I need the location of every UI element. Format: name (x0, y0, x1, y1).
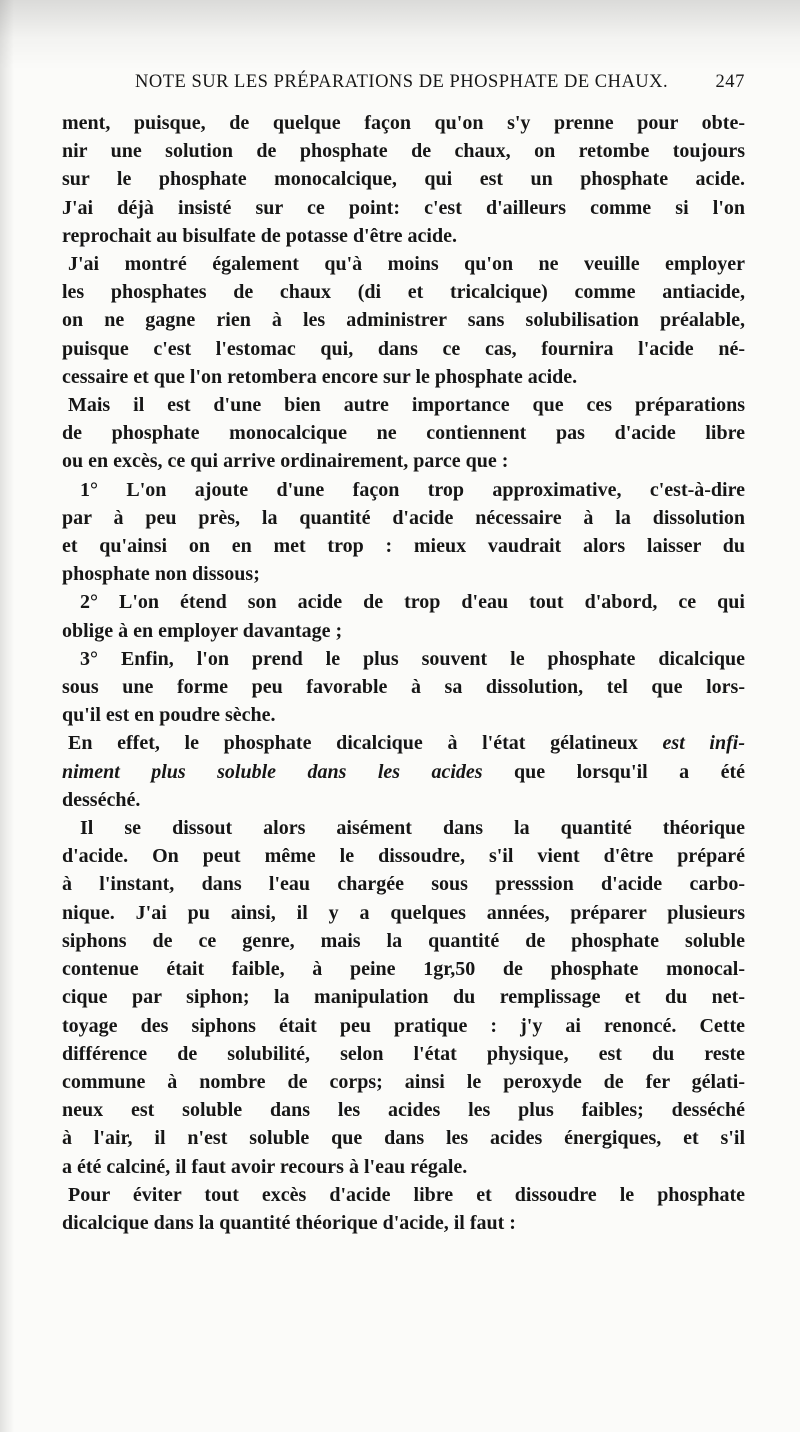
text-line: 2° L'on étend son acide de trop d'eau tout d'abord, ce qui (80, 591, 745, 614)
text-line: ou en excès, ce qui arrive ordinairement, parce que : (62, 450, 509, 473)
text-line: puisque c'est l'estomac qui, dans ce cas, fournira l'acide né- (62, 337, 745, 360)
text-line: de phosphate monocalcique ne contiennent pas d'acide libre (62, 422, 745, 445)
text-line: nir une solution de phosphate de chaux, on retombe toujours (62, 140, 745, 163)
text-line: dicalcique dans la quantité théorique d'acide, il faut : (62, 1211, 516, 1234)
text-line: différence de solubilité, selon l'état physique, est du reste (62, 1042, 745, 1065)
text-line: desséché. (62, 788, 141, 811)
text-line: 1° L'on ajoute d'une façon trop approximative, c'est-à-dire (80, 478, 745, 501)
text-line: neux est soluble dans les acides les plus faibles; desséché (62, 1099, 745, 1122)
text-line: toyage des siphons était peu pratique : j'y ai renoncé. Cette (62, 1014, 745, 1037)
text-run: que lorsqu'il a été (482, 760, 746, 783)
text-line (62, 758, 745, 786)
text-line: les phosphates de chaux (di et tricalcique) comme antiacide, (62, 281, 745, 304)
text-line: a été calciné, il faut avoir recours à l'eau régale. (62, 1155, 468, 1178)
text-line: qu'il est en poudre sèche. (62, 704, 276, 727)
page-top-shadow (0, 0, 800, 70)
running-header (135, 72, 745, 102)
text-line: 3° Enfin, l'on prend le plus souvent le phosphate dicalcique (80, 647, 745, 670)
text-line: commune à nombre de corps; ainsi le peroxyde de fer gélati- (62, 1070, 745, 1093)
text-line: contenue était faible, à peine 1gr,50 de phosphate monocal- (62, 958, 745, 981)
text-line: à l'instant, dans l'eau chargée sous presssion d'acide carbo- (62, 873, 745, 896)
text-line: Pour éviter tout excès d'acide libre et dissoudre le phosphate (68, 1183, 745, 1206)
page-left-edge (0, 0, 14, 1432)
text-line: cessaire et que l'on retombera encore sur le phosphate acide. (62, 365, 578, 388)
text-line: nique. J'ai pu ainsi, il y a quelques années, préparer plusieurs (62, 901, 745, 924)
page-number: 247 (715, 72, 745, 92)
text-line: oblige à en employer davantage ; (62, 619, 343, 642)
text-line: sur le phosphate monocalcique, qui est un phosphate acide. (62, 168, 745, 191)
text-line: et qu'ainsi on en met trop : mieux vaudrait alors laisser du (62, 535, 745, 558)
text-line: Il se dissout alors aisément dans la quantité théorique (80, 817, 745, 840)
text-line: ment, puisque, de quelque façon qu'on s'y prenne pour obte- (62, 112, 745, 134)
text-line: sous une forme peu favorable à sa dissolution, tel que lors- (62, 676, 745, 699)
running-title: NOTE SUR LES PRÉPARATIONS DE PHOSPHATE DE CHAUX. (135, 72, 669, 92)
italic-run: niment plus soluble dans les acides (62, 760, 483, 783)
italic-run: est infi- (662, 732, 745, 755)
text-line: à l'air, il n'est soluble que dans les acides énergiques, et s'il (62, 1127, 745, 1150)
text-line: siphons de ce genre, mais la quantité de phosphate soluble (62, 929, 745, 952)
text-line (62, 729, 745, 757)
text-line: reprochait au bisulfate de potasse d'être acide. (62, 224, 457, 247)
text-line: phosphate non dissous; (62, 563, 260, 586)
text-line: par à peu près, la quantité d'acide nécessaire à la dissolution (62, 506, 745, 529)
text-line: Mais il est d'une bien autre importance que ces préparations (68, 394, 745, 417)
text-run: En effet, le phosphate dicalcique à l'état gélatineux (68, 732, 663, 755)
text-line: cique par siphon; la manipulation du remplissage et du net- (62, 986, 745, 1009)
body-text (62, 109, 745, 1237)
text-line: J'ai déjà insisté sur ce point: c'est d'ailleurs comme si l'on (62, 196, 745, 219)
text-line: J'ai montré également qu'à moins qu'on ne veuille employer (68, 253, 745, 276)
text-line: on ne gagne rien à les administrer sans solubilisation préalable, (62, 309, 745, 332)
text-line: d'acide. On peut même le dissoudre, s'il vient d'être préparé (62, 845, 745, 868)
